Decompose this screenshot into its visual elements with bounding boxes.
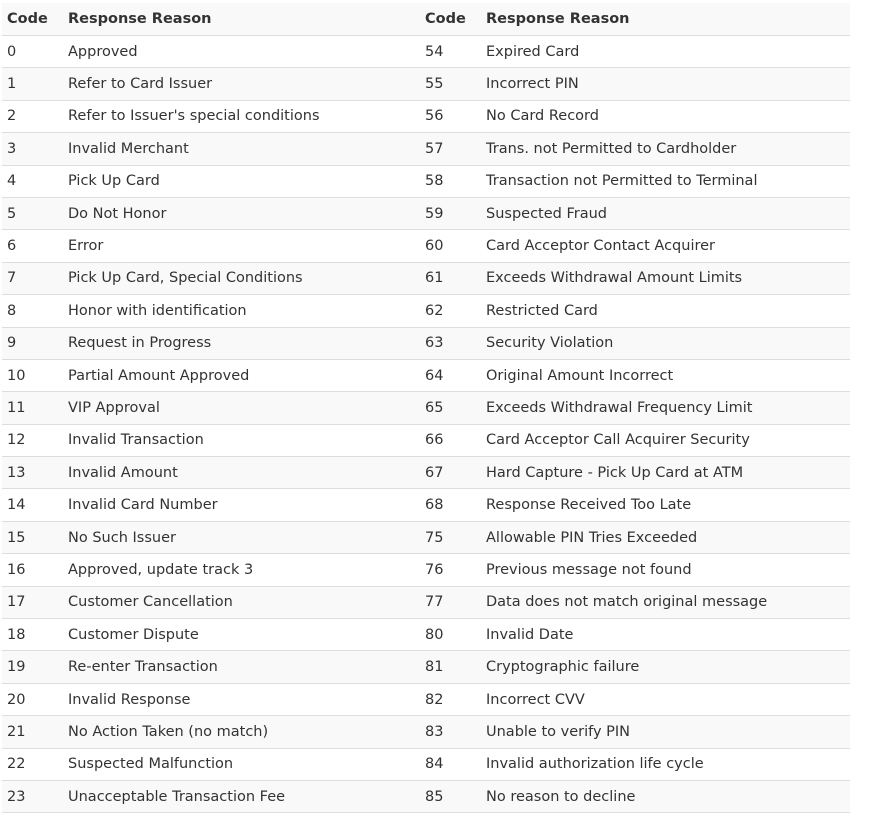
code-right-cell: 84 — [420, 748, 481, 780]
reason-right-cell: Exceeds Withdrawal Amount Limits — [481, 262, 850, 294]
code-right-cell: 65 — [420, 392, 481, 424]
reason-left-cell: Invalid Card Number — [63, 489, 420, 521]
reason-left-cell: Do Not Honor — [63, 197, 420, 229]
header-reason-right: Response Reason — [481, 3, 850, 36]
code-right-cell: 54 — [420, 36, 481, 68]
table-row — [2, 327, 850, 359]
code-right-cell: 85 — [420, 780, 481, 812]
code-left-cell: 2 — [2, 100, 63, 132]
code-left-cell: 15 — [2, 521, 63, 553]
table-row — [2, 521, 850, 553]
table-row — [2, 100, 850, 132]
reason-right-cell: Data does not match original message — [481, 586, 850, 618]
reason-left-cell: Pick Up Card, Special Conditions — [63, 262, 420, 294]
code-right-cell: 58 — [420, 165, 481, 197]
reason-right-cell: Invalid Date — [481, 619, 850, 651]
code-right-cell: 55 — [420, 68, 481, 100]
reason-left-cell: Refer to Issuer's special conditions — [63, 100, 420, 132]
code-left-cell: 20 — [2, 683, 63, 715]
code-left-cell: 17 — [2, 586, 63, 618]
table-row — [2, 619, 850, 651]
table-row — [2, 586, 850, 618]
code-left-cell: 10 — [2, 359, 63, 391]
code-right-cell: 67 — [420, 457, 481, 489]
reason-right-cell: Security Violation — [481, 327, 850, 359]
code-left-cell: 23 — [2, 780, 63, 812]
table-row — [2, 295, 850, 327]
table-row — [2, 262, 850, 294]
code-left-cell: 0 — [2, 36, 63, 68]
reason-right-cell: Card Acceptor Contact Acquirer — [481, 230, 850, 262]
header-code-left: Code — [2, 3, 63, 36]
reason-left-cell: Invalid Transaction — [63, 424, 420, 456]
table-row — [2, 457, 850, 489]
response-codes-table-container — [2, 3, 850, 813]
code-left-cell: 14 — [2, 489, 63, 521]
reason-right-cell: Restricted Card — [481, 295, 850, 327]
reason-left-cell: No Such Issuer — [63, 521, 420, 553]
code-right-cell: 57 — [420, 133, 481, 165]
code-right-cell: 66 — [420, 424, 481, 456]
reason-right-cell: Incorrect PIN — [481, 68, 850, 100]
reason-left-cell: VIP Approval — [63, 392, 420, 424]
reason-left-cell: Approved, update track 3 — [63, 554, 420, 586]
code-left-cell: 1 — [2, 68, 63, 100]
table-row — [2, 424, 850, 456]
code-right-cell: 61 — [420, 262, 481, 294]
reason-left-cell: Suspected Malfunction — [63, 748, 420, 780]
reason-right-cell: Incorrect CVV — [481, 683, 850, 715]
reason-left-cell: Invalid Merchant — [63, 133, 420, 165]
reason-left-cell: Customer Cancellation — [63, 586, 420, 618]
table-row — [2, 748, 850, 780]
code-left-cell: 5 — [2, 197, 63, 229]
reason-right-cell: Suspected Fraud — [481, 197, 850, 229]
code-left-cell: 16 — [2, 554, 63, 586]
table-row — [2, 36, 850, 68]
reason-right-cell: Invalid authorization life cycle — [481, 748, 850, 780]
table-row — [2, 554, 850, 586]
code-right-cell: 63 — [420, 327, 481, 359]
code-left-cell: 18 — [2, 619, 63, 651]
reason-right-cell: Previous message not found — [481, 554, 850, 586]
reason-left-cell: Refer to Card Issuer — [63, 68, 420, 100]
table-row — [2, 780, 850, 812]
table-row — [2, 651, 850, 683]
reason-left-cell: Pick Up Card — [63, 165, 420, 197]
table-row — [2, 359, 850, 391]
code-left-cell: 4 — [2, 165, 63, 197]
reason-right-cell: Original Amount Incorrect — [481, 359, 850, 391]
code-right-cell: 75 — [420, 521, 481, 553]
table-row — [2, 683, 850, 715]
reason-right-cell: Response Received Too Late — [481, 489, 850, 521]
reason-left-cell: Partial Amount Approved — [63, 359, 420, 391]
table-row — [2, 197, 850, 229]
reason-left-cell: Invalid Response — [63, 683, 420, 715]
reason-left-cell: No Action Taken (no match) — [63, 716, 420, 748]
reason-right-cell: Cryptographic failure — [481, 651, 850, 683]
table-row — [2, 133, 850, 165]
table-row — [2, 716, 850, 748]
code-left-cell: 3 — [2, 133, 63, 165]
code-right-cell: 77 — [420, 586, 481, 618]
table-row — [2, 489, 850, 521]
header-code-right: Code — [420, 3, 481, 36]
code-right-cell: 80 — [420, 619, 481, 651]
code-left-cell: 21 — [2, 716, 63, 748]
reason-right-cell: Trans. not Permitted to Cardholder — [481, 133, 850, 165]
code-right-cell: 81 — [420, 651, 481, 683]
reason-right-cell: Transaction not Permitted to Terminal — [481, 165, 850, 197]
reason-left-cell: Error — [63, 230, 420, 262]
code-left-cell: 19 — [2, 651, 63, 683]
reason-right-cell: Unable to verify PIN — [481, 716, 850, 748]
code-right-cell: 60 — [420, 230, 481, 262]
code-right-cell: 62 — [420, 295, 481, 327]
reason-right-cell: Allowable PIN Tries Exceeded — [481, 521, 850, 553]
table-body — [2, 36, 850, 813]
code-left-cell: 13 — [2, 457, 63, 489]
code-left-cell: 8 — [2, 295, 63, 327]
reason-left-cell: Unacceptable Transaction Fee — [63, 780, 420, 812]
table-row — [2, 230, 850, 262]
code-left-cell: 7 — [2, 262, 63, 294]
code-right-cell: 68 — [420, 489, 481, 521]
code-right-cell: 59 — [420, 197, 481, 229]
table-row — [2, 68, 850, 100]
code-right-cell: 64 — [420, 359, 481, 391]
code-right-cell: 76 — [420, 554, 481, 586]
code-left-cell: 22 — [2, 748, 63, 780]
reason-right-cell: Hard Capture - Pick Up Card at ATM — [481, 457, 850, 489]
reason-right-cell: No Card Record — [481, 100, 850, 132]
code-left-cell: 11 — [2, 392, 63, 424]
reason-left-cell: Invalid Amount — [63, 457, 420, 489]
table-header-row — [2, 3, 850, 36]
reason-left-cell: Request in Progress — [63, 327, 420, 359]
code-right-cell: 56 — [420, 100, 481, 132]
reason-left-cell: Customer Dispute — [63, 619, 420, 651]
code-left-cell: 9 — [2, 327, 63, 359]
table-row — [2, 165, 850, 197]
code-right-cell: 83 — [420, 716, 481, 748]
code-left-cell: 6 — [2, 230, 63, 262]
reason-right-cell: Card Acceptor Call Acquirer Security — [481, 424, 850, 456]
header-reason-left: Response Reason — [63, 3, 420, 36]
reason-right-cell: Expired Card — [481, 36, 850, 68]
code-right-cell: 82 — [420, 683, 481, 715]
table-row — [2, 392, 850, 424]
response-codes-table — [2, 3, 850, 813]
reason-right-cell: Exceeds Withdrawal Frequency Limit — [481, 392, 850, 424]
reason-right-cell: No reason to decline — [481, 780, 850, 812]
code-left-cell: 12 — [2, 424, 63, 456]
reason-left-cell: Honor with identification — [63, 295, 420, 327]
reason-left-cell: Approved — [63, 36, 420, 68]
reason-left-cell: Re-enter Transaction — [63, 651, 420, 683]
